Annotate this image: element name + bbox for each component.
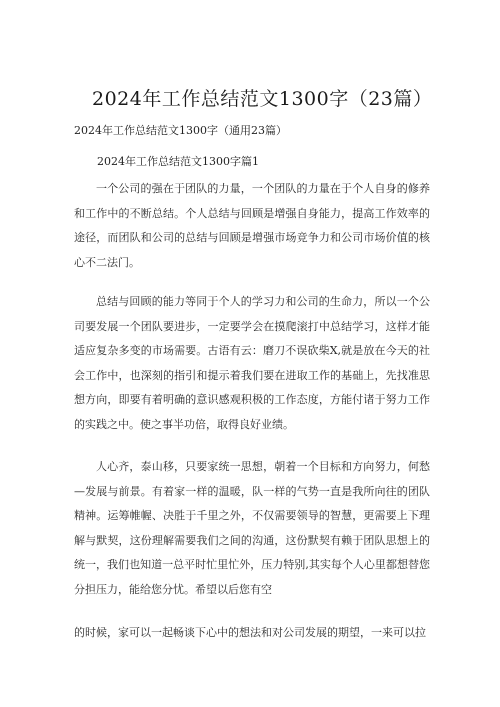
document-title: 2024年工作总结范文1300字（23篇） — [92, 88, 433, 110]
section-heading: 2024年工作总结范文1300字篇1 — [97, 155, 259, 168]
paragraph-2: 总结与回顾的能力等同于个人的学习力和公司的生命力，所以一个公司要发展一个团队要进步，一定要学会在摸爬滚打中总结学习，这样才能适应复杂多变的市场需要。古语有云：磨刀不误砍柴X,就是放在今天的社会工作中，也深刻的指引和提示着我们要在进取工作的基础上，先找准思想方向，即要有着明确的意识感观积极的工作态度，方能付诸于努力工作的实践之中。使之事半功倍，取得良好业绩。 — [74, 295, 430, 431]
paragraph-4: 的时候，家可以一起畅谈下心中的想法和对公司发展的期望，一来可以拉 — [74, 626, 426, 639]
paragraph-1: 一个公司的强在于团队的力量，一个团队的力量在于个人自身的修养和工作中的不断总结。个人总结与回顾是增强自身能力，提高工作效率的途径，而团队和公司的总结与回顾是增强市场竞争力和公司市场价值的核心不二法门。 — [74, 182, 430, 269]
paragraph-3: 人心齐，泰山移，只要家统一思想，朝着一个目标和方向努力，何愁—发展与前景。有着家一样的温暖，队一样的气势一直是我所向往的团队精神。运筹帷幄、决胜于千里之外，不仅需要领导的智慧，更需要上下理解与默契，这份理解需要我们之间的沟通，这份默契有赖于团队思想上的统一，我们也知道一总平时忙里忙外，压力特别,其实每个人心里都想替您分担压力，能给您分忧。希望以后您有空 — [74, 460, 430, 596]
document-subtitle: 2024年工作总结范文1300字（通用23篇） — [74, 124, 287, 137]
